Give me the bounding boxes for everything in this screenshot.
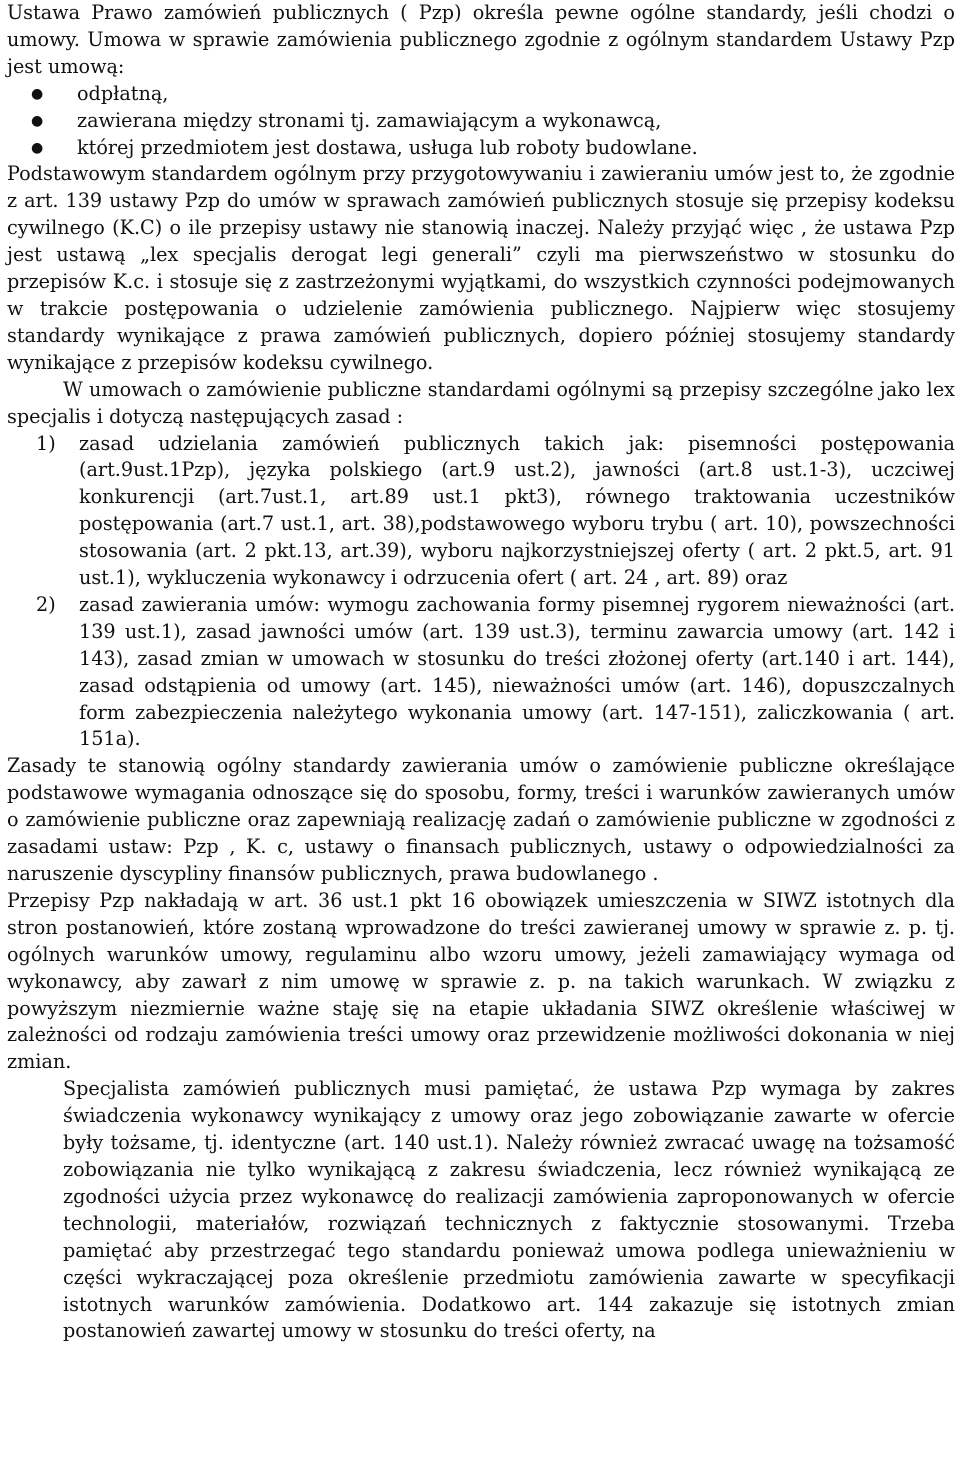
list-item-text: zasad zawierania umów: wymogu zachowania formy pisemnej rygorem nieważności (art. 139 ust.1), zasad jawności umów (art. 139 ust.3), terminu zawarcia umowy (art. 142 i 143), zasad zmian w umowach w stosunku do treści złożonej oferty (art.140 i art. 144), zasad odstąpienia od umowy (art. 145), nieważności umów (art. 146), dopuszczalnych form zabezpieczenia należytego wykonania umowy (art. 147-151), zaliczkowania ( art. 151a). bbox=[79, 592, 955, 751]
list-number: 2) bbox=[36, 592, 56, 616]
list-item-text: odpłatną, bbox=[77, 81, 169, 105]
contracts-intro-paragraph: W umowach o zamówienie publiczne standardami ogólnymi są przepisy szczególne jako lex specjalis i dotyczą następujących zasad : bbox=[7, 377, 955, 428]
siwz-paragraph: Przepisy Pzp nakładają w art. 36 ust.1 pkt 16 obowiązek umieszczenia w SIWZ istotnych dla stron postanowień, które zostaną wprowadzone do treści zawieranej umowy w sprawie z. p. tj. ogólnych warunków umowy, regulaminu albo wzoru umowy, jeżeli zamawiający wymaga od wykonawcy, aby zawarł z nim umowę w sprawie z. p. na takich warunkach. W związku z powyższym niezmiernie ważne staję się na etapie układania SIWZ określenie właściwej w zależności od rodzaju zamówienia treści umowy oraz przewidzenie możliwości dokonania w niej zmian. bbox=[7, 888, 955, 1074]
document-page bbox=[7, 0, 955, 1345]
list-item-text: której przedmiotem jest dostawa, usługa lub roboty budowlane. bbox=[77, 135, 698, 159]
list-item bbox=[7, 431, 955, 592]
bullet-icon: ● bbox=[31, 85, 44, 102]
bullet-icon: ● bbox=[31, 112, 44, 129]
list-item bbox=[7, 135, 955, 162]
list-item-text: zasad udzielania zamówień publicznych takich jak: pisemności postępowania (art.9ust.1Pzp), języka polskiego (art.9 ust.2), jawności (art.8 ust.1-3), uczciwej konkurencji (art.7ust.1, art.89 ust.1 pkt3), równego traktowania uczestników postępowania (art.7 ust.1, art. 38),podstawowego wyboru trybu ( art. 10), powszechności stosowania (art. 2 pkt.13, art.39), wyboru najkorzystniejszej oferty ( art. 2 pkt.5, art. 91 ust.1), wykluczenia wykonawcy i odrzucenia ofert ( art. 24 , art. 89) oraz bbox=[79, 431, 955, 590]
principles-list bbox=[7, 431, 955, 754]
intro-paragraph: Ustawa Prawo zamówień publicznych ( Pzp) określa pewne ogólne standardy, jeśli chodzi o umowy. Umowa w sprawie zamówienia publicznego zgodnie z ogólnym standardem Ustawy Pzp jest umową: bbox=[7, 1, 955, 78]
specialist-paragraph: Specjalista zamówień publicznych musi pamiętać, że ustawa Pzp wymaga by zakres świadczenia wykonawcy wynikający z umowy oraz jego zobowiązanie zawarte w ofercie były tożsame, tj. identyczne (art. 140 ust.1). Należy również zwracać uwagę na tożsamość zobowiązania nie tylko wynikającą z zakresu świadczenia, lecz również wynikającą ze zgodności użycia przez wykonawcę do realizacji zamówienia zaproponowanych w ofercie technologii, materiałów, rozwiązań technicznych z faktycznie stosowanymi. Trzeba pamiętać aby przestrzegać tego standardu ponieważ umowa podlega unieważnieniu w części wykraczającej poza określenie przedmiotu zamówienia zawarte w specyfikacji istotnych warunków zamówienia. Dodatkowo art. 144 zakazuje się istotnych zmian postanowień zawartej umowy w stosunku do treści oferty, na bbox=[63, 1077, 955, 1343]
list-item bbox=[7, 592, 955, 753]
list-item bbox=[7, 81, 955, 108]
rules-summary-paragraph: Zasady te stanowią ogólny standardy zawierania umów o zamówienie publiczne określające podstawowe wymagania odnoszące się do sposobu, formy, treści i warunków zawieranych umów o zamówienie publiczne oraz zapewniają realizację zadań o zamówienie publiczne w zgodności z zasadami ustaw: Pzp , K. c, ustawy o finansach publicznych, ustawy o odpowiedzialności za naruszenie dyscypliny finansów publicznych, prawa budowlanego . bbox=[7, 754, 955, 885]
basic-standard-paragraph: Podstawowym standardem ogólnym przy przygotowywaniu i zawieraniu umów jest to, że zgodnie z art. 139 ustawy Pzp do umów w sprawach zamówień publicznych stosuje się przepisy kodeksu cywilnego (K.C) o ile przepisy ustawy nie stanowią inaczej. Należy przyjąć więc , że ustawa Pzp jest ustawą „lex specjalis derogat legi generali” czyli ma pierwszeństwo w stosunku do przepisów K.c. i stosuje się z zastrzeżonymi wyjątkami, do wszystkich czynności podejmowanych w trakcie postępowania o udzielenie zamówienia publicznego. Najpierw więc stosujemy standardy wynikające z prawa zamówień publicznych, dopiero później stosujemy standardy wynikające z przepisów kodeksu cywilnego. bbox=[7, 162, 955, 374]
contract-features-list bbox=[7, 81, 955, 162]
bullet-icon: ● bbox=[31, 139, 44, 156]
list-number: 1) bbox=[36, 431, 56, 455]
list-item-text: zawierana między stronami tj. zamawiającym a wykonawcą, bbox=[77, 108, 662, 132]
list-item bbox=[7, 108, 955, 135]
